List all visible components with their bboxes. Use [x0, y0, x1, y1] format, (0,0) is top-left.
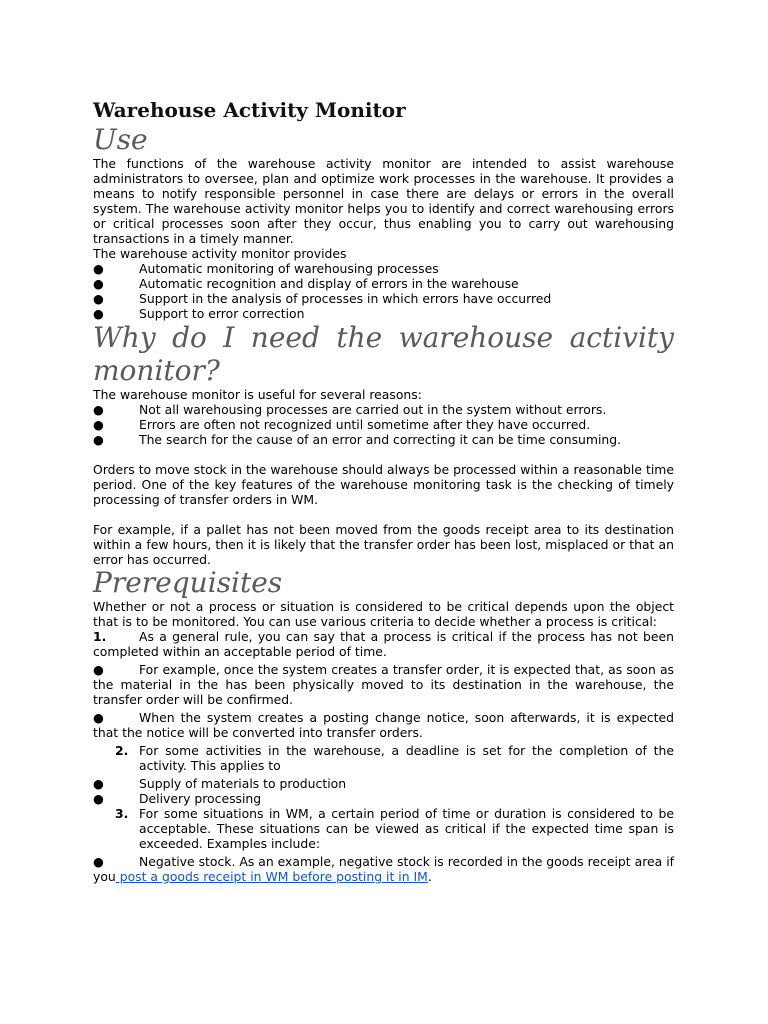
list-item: ● The search for the cause of an error and correcting it can be time consuming. [93, 432, 622, 447]
provides-list [93, 261, 674, 321]
example-paragraph: For example, if a pallet has not been moved from the goods receipt area to its destination within a few hours, then it is likely that the transfer order has been lost, misplaced or that an error has occurred. [93, 522, 674, 567]
item-number: 3. [115, 806, 129, 821]
list-item: ● Automatic monitoring of warehousing processes [93, 261, 439, 276]
negative-stock-example: ● Negative stock. As an example, negative stock is recorded in the goods receipt area if you post a goods receipt in WM before posting it in IM. [93, 854, 674, 884]
bullet-icon: ● [93, 710, 104, 725]
bullet-icon: ● [93, 432, 104, 447]
why-heading: Why do I need the warehouse activity monitor? [93, 321, 674, 387]
prerequisites-intro: Whether or not a process or situation is considered to be critical depends upon the object that is to be monitored. You can use various criteria to decide whether a process is critical: [93, 599, 674, 629]
bullet-icon: ● [93, 662, 104, 677]
criterion-1-example-2: ● When the system creates a posting change notice, soon afterwards, it is expected that the notice will be converted into transfer orders. [93, 710, 674, 740]
list-item: ● Support in the analysis of processes in which errors have occurred [93, 291, 552, 306]
bullet-icon: ● [93, 402, 104, 417]
criterion-1: 1. As a general rule, you can say that a process is critical if the process has not been completed within an acceptable period of time. [93, 629, 674, 659]
use-paragraph: The functions of the warehouse activity monitor are intended to assist warehouse administrators to oversee, plan and optimize work processes in the warehouse. It provides a means to notify responsible personnel in case there are delays or errors in the overall system. The warehouse activity monitor helps you to identify and correct warehousing errors or critical processes soon after they occur, thus enabling you to carry out warehousing transactions in a timely manner. [93, 156, 674, 246]
list-item: ● Errors are often not recognized until sometime after they have occurred. [93, 417, 591, 432]
bullet-icon: ● [93, 791, 104, 806]
list-item: ● Automatic recognition and display of errors in the warehouse [93, 276, 519, 291]
provides-intro: The warehouse activity monitor provides [93, 246, 347, 261]
use-heading: Use [93, 123, 148, 156]
goods-receipt-link[interactable]: post a goods receipt in WM before posting it in IM [115, 869, 428, 884]
orders-paragraph: Orders to move stock in the warehouse should always be processed within a reasonable time period. One of the key features of the warehouse monitoring task is the checking of timely processing of transfer orders in WM. [93, 462, 674, 507]
criterion-1-example-1: ● For example, once the system creates a transfer order, it is expected that, as soon as the material in the has been physically moved to its destination in the warehouse, the transfer order will be confirmed. [93, 662, 674, 707]
item-number: 1. [93, 629, 107, 644]
bullet-icon: ● [93, 291, 104, 306]
list-item: ● Supply of materials to production [93, 776, 347, 791]
bullet-icon: ● [93, 261, 104, 276]
bullet-icon: ● [93, 854, 104, 869]
list-item: ● Delivery processing [93, 791, 262, 806]
item-number: 2. [115, 743, 129, 758]
why-intro: The warehouse monitor is useful for several reasons: [93, 387, 422, 402]
bullet-icon: ● [93, 306, 104, 321]
list-item: ● Not all warehousing processes are carried out in the system without errors. [93, 402, 607, 417]
criterion-2: 2. For some activities in the warehouse, a deadline is set for the completion of the activity. This applies to [115, 743, 674, 773]
list-item: ● Support to error correction [93, 306, 305, 321]
prerequisites-heading: Prerequisites [93, 566, 283, 599]
bullet-icon: ● [93, 276, 104, 291]
bullet-icon: ● [93, 417, 104, 432]
why-list [93, 402, 674, 447]
criterion-2-list [93, 776, 674, 806]
document-title: Warehouse Activity Monitor [93, 98, 406, 122]
bullet-icon: ● [93, 776, 104, 791]
criterion-3: 3. For some situations in WM, a certain period of time or duration is considered to be acceptable. These situations can be viewed as critical if the expected time span is exceeded. Examples include: [115, 806, 674, 851]
document-page [93, 96, 674, 884]
